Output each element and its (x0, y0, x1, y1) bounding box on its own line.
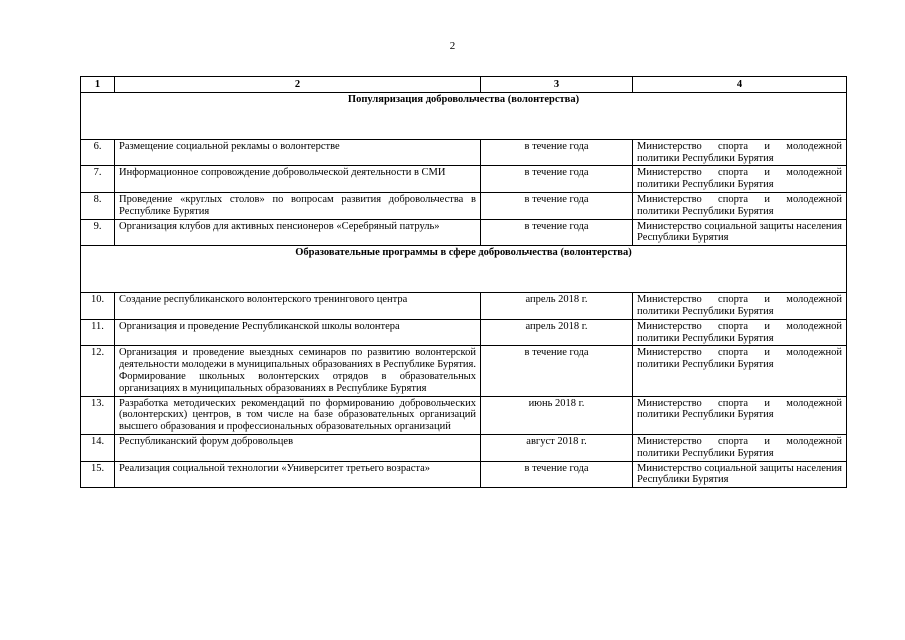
row-number: 12. (81, 346, 115, 396)
row-responsible: Министерство спорта и молодежной политики Республики Бурятия (633, 166, 847, 193)
table-row (81, 192, 847, 219)
row-description: Проведение «круглых столов» по вопросам развития добровольчества в Республике Бурятия (115, 192, 481, 219)
row-description: Организация и проведение выездных семинаров по развитию волонтерской деятельности молодежи в муниципальных образованиях в Республике Бурятия. Формирование школьных волонтерских отрядов в образовательных организациях в муниципальных образованиях в Республике Бурятия (115, 346, 481, 396)
table-row (81, 346, 847, 396)
table-row (81, 219, 847, 246)
row-responsible: Министерство спорта и молодежной политики Республики Бурятия (633, 346, 847, 396)
table-row (81, 461, 847, 488)
table-row (81, 166, 847, 193)
section-title: Образовательные программы в сфере добровольчества (волонтерства) (81, 246, 847, 293)
row-description: Организация клубов для активных пенсионеров «Серебряный патруль» (115, 219, 481, 246)
section-title: Популяризация добровольчества (волонтерства) (81, 92, 847, 139)
row-responsible: Министерство спорта и молодежной политики Республики Бурятия (633, 192, 847, 219)
row-responsible: Министерство спорта и молодежной политики Республики Бурятия (633, 319, 847, 346)
row-period: в течение года (481, 346, 633, 396)
row-responsible: Министерство спорта и молодежной политики Республики Бурятия (633, 434, 847, 461)
row-description: Организация и проведение Республиканской школы волонтера (115, 319, 481, 346)
row-period: в течение года (481, 461, 633, 488)
table-row (81, 319, 847, 346)
row-description: Размещение социальной рекламы о волонтерстве (115, 139, 481, 166)
row-period: в течение года (481, 219, 633, 246)
header-col-3: 3 (481, 77, 633, 93)
header-row (81, 77, 847, 93)
row-number: 6. (81, 139, 115, 166)
header-col-2: 2 (115, 77, 481, 93)
row-number: 14. (81, 434, 115, 461)
row-period: в течение года (481, 139, 633, 166)
table-row (81, 396, 847, 434)
section-row (81, 92, 847, 139)
row-responsible: Министерство спорта и молодежной политики Республики Бурятия (633, 293, 847, 320)
row-period: июнь 2018 г. (481, 396, 633, 434)
page-number: 2 (449, 40, 456, 52)
table-row (81, 139, 847, 166)
table-row (81, 293, 847, 320)
header-col-4: 4 (633, 77, 847, 93)
row-description: Создание республиканского волонтерского тренингового центра (115, 293, 481, 320)
row-responsible: Министерство спорта и молодежной политики Республики Бурятия (633, 396, 847, 434)
plan-table (80, 76, 847, 488)
row-number: 13. (81, 396, 115, 434)
row-number: 15. (81, 461, 115, 488)
row-number: 10. (81, 293, 115, 320)
row-period: в течение года (481, 166, 633, 193)
row-period: в течение года (481, 192, 633, 219)
row-description: Республиканский форум добровольцев (115, 434, 481, 461)
row-description: Реализация социальной технологии «Университет третьего возраста» (115, 461, 481, 488)
row-number: 9. (81, 219, 115, 246)
row-number: 8. (81, 192, 115, 219)
row-number: 7. (81, 166, 115, 193)
row-description: Разработка методических рекомендаций по формированию добровольческих (волонтерских) центров, в том числе на базе образовательных организаций высшего образования и профессиональных образовательных организаций (115, 396, 481, 434)
row-description: Информационное сопровождение добровольческой деятельности в СМИ (115, 166, 481, 193)
table-row (81, 434, 847, 461)
row-period: август 2018 г. (481, 434, 633, 461)
section-row (81, 246, 847, 293)
header-col-1: 1 (81, 77, 115, 93)
row-period: апрель 2018 г. (481, 319, 633, 346)
row-period: апрель 2018 г. (481, 293, 633, 320)
row-responsible: Министерство социальной защиты населения Республики Бурятия (633, 219, 847, 246)
row-responsible: Министерство спорта и молодежной политики Республики Бурятия (633, 139, 847, 166)
row-number: 11. (81, 319, 115, 346)
row-responsible: Министерство социальной защиты населения Республики Бурятия (633, 461, 847, 488)
